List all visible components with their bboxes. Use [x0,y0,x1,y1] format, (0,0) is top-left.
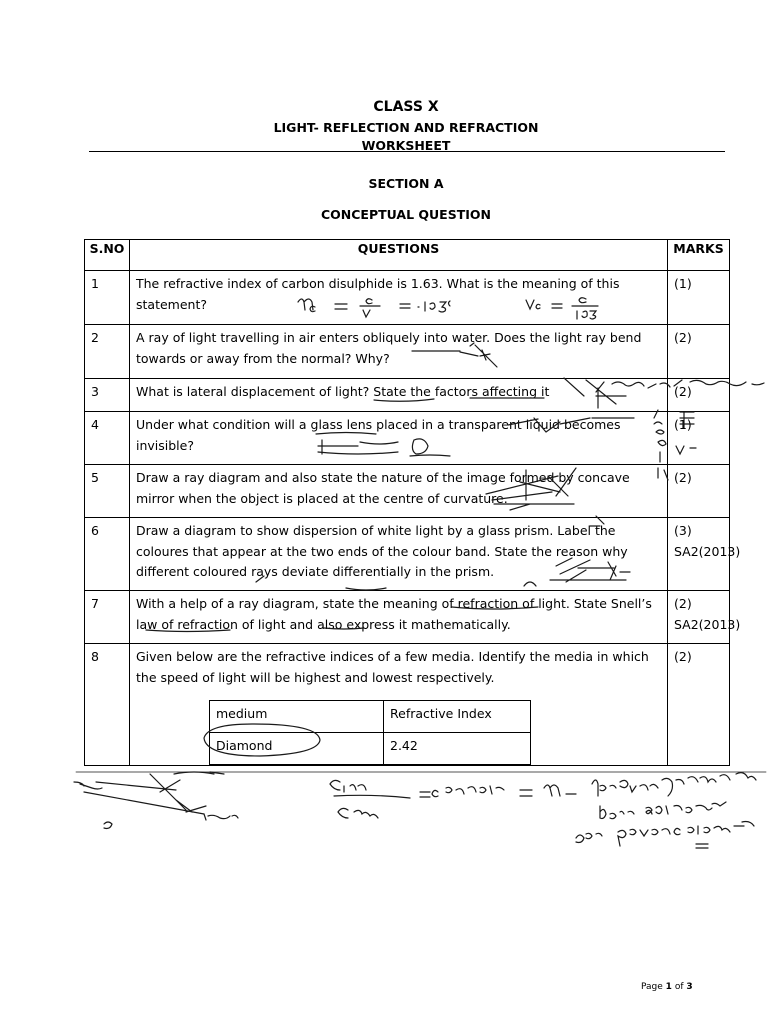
row-question: A ray of light travelling in air enters obliquely into water. Does the light ray bend towards or away from the normal? Why? [130,325,668,379]
table-row [85,379,730,412]
table-row [85,465,730,518]
refractive-index-table [209,700,531,765]
row-sno: 3 [85,379,130,412]
row-sno: 2 [85,325,130,379]
row-question: Under what condition will a glass lens placed in a transparent liquid becomes invisible? [130,412,668,465]
row-question: Draw a diagram to show dispersion of white light by a glass prism. Label the coloures that appear at the two ends of the colour band. State the reason why different coloured rays deviate differentially in the prism. [130,518,668,591]
row-marks: (2) [668,325,730,379]
row-question: What is lateral displacement of light? State the factors affecting it [130,379,668,412]
row-marks-note: SA2(2013) [674,543,741,559]
table-row [85,518,730,591]
row-marks: (2) [668,379,730,412]
row-sno: 7 [85,591,130,644]
row-sno: 4 [85,412,130,465]
row-sno: 1 [85,271,130,325]
row-marks: (1) [668,271,730,325]
row-marks-value: (2) [674,596,692,611]
worksheet-label: WORKSHEET [361,138,451,153]
inner-header-medium: medium [210,701,384,733]
inner-header-row [210,701,531,733]
table-row [85,325,730,379]
row-sno: 8 [85,644,130,766]
footer-page-word: Page [641,982,663,992]
inner-cell-index: 2.42 [384,733,531,765]
page-footer [641,982,693,992]
row-question: Draw a ray diagram and also state the nature of the image formed by concave mirror when the object is placed at the centre of curvature. [130,465,668,518]
header-sno: S.NO [85,240,130,271]
footer-of-word: of [674,982,684,992]
table-row [85,412,730,465]
questions-table [84,239,741,766]
section-heading: SECTION A [368,176,444,191]
row-marks: (1) [668,412,730,465]
table-row [85,271,730,325]
table-header-row [85,240,730,271]
row-sno: 5 [85,465,130,518]
row-marks-note: SA2(2013) [674,616,741,632]
row-marks-value: (3) [674,523,692,538]
inner-cell-medium: Diamond [210,733,384,765]
row-question: With a help of a ray diagram, state the meaning of refraction of light. State Snell’s law of refraction of light and also express it mathematically. [130,591,668,644]
header-questions: QUESTIONS [130,240,668,271]
row-marks: (2) [668,644,730,766]
row-sno: 6 [85,518,130,591]
question-type-heading: CONCEPTUAL QUESTION [320,207,491,222]
table-row [85,591,730,644]
row-marks: (2) [668,465,730,518]
row-question-text: Given below are the refractive indices of a few media. Identify the media in which the speed of light will be highest and lowest respectively. [136,649,649,685]
header-divider [89,151,725,152]
row-marks [668,518,741,591]
row-question [130,644,668,766]
row-question: The refractive index of carbon disulphide is 1.63. What is the meaning of this statement? [130,271,668,325]
footer-page-number: 1 [665,982,672,992]
row-marks [668,591,741,644]
footer-total-pages: 3 [686,982,693,992]
worksheet-subject: LIGHT- REFLECTION AND REFRACTION [273,120,539,135]
inner-row [210,733,531,765]
worksheet-class-title: CLASS X [373,99,439,115]
header-marks: MARKS [668,240,730,271]
inner-header-index: Refractive Index [384,701,531,733]
table-row [85,644,730,766]
